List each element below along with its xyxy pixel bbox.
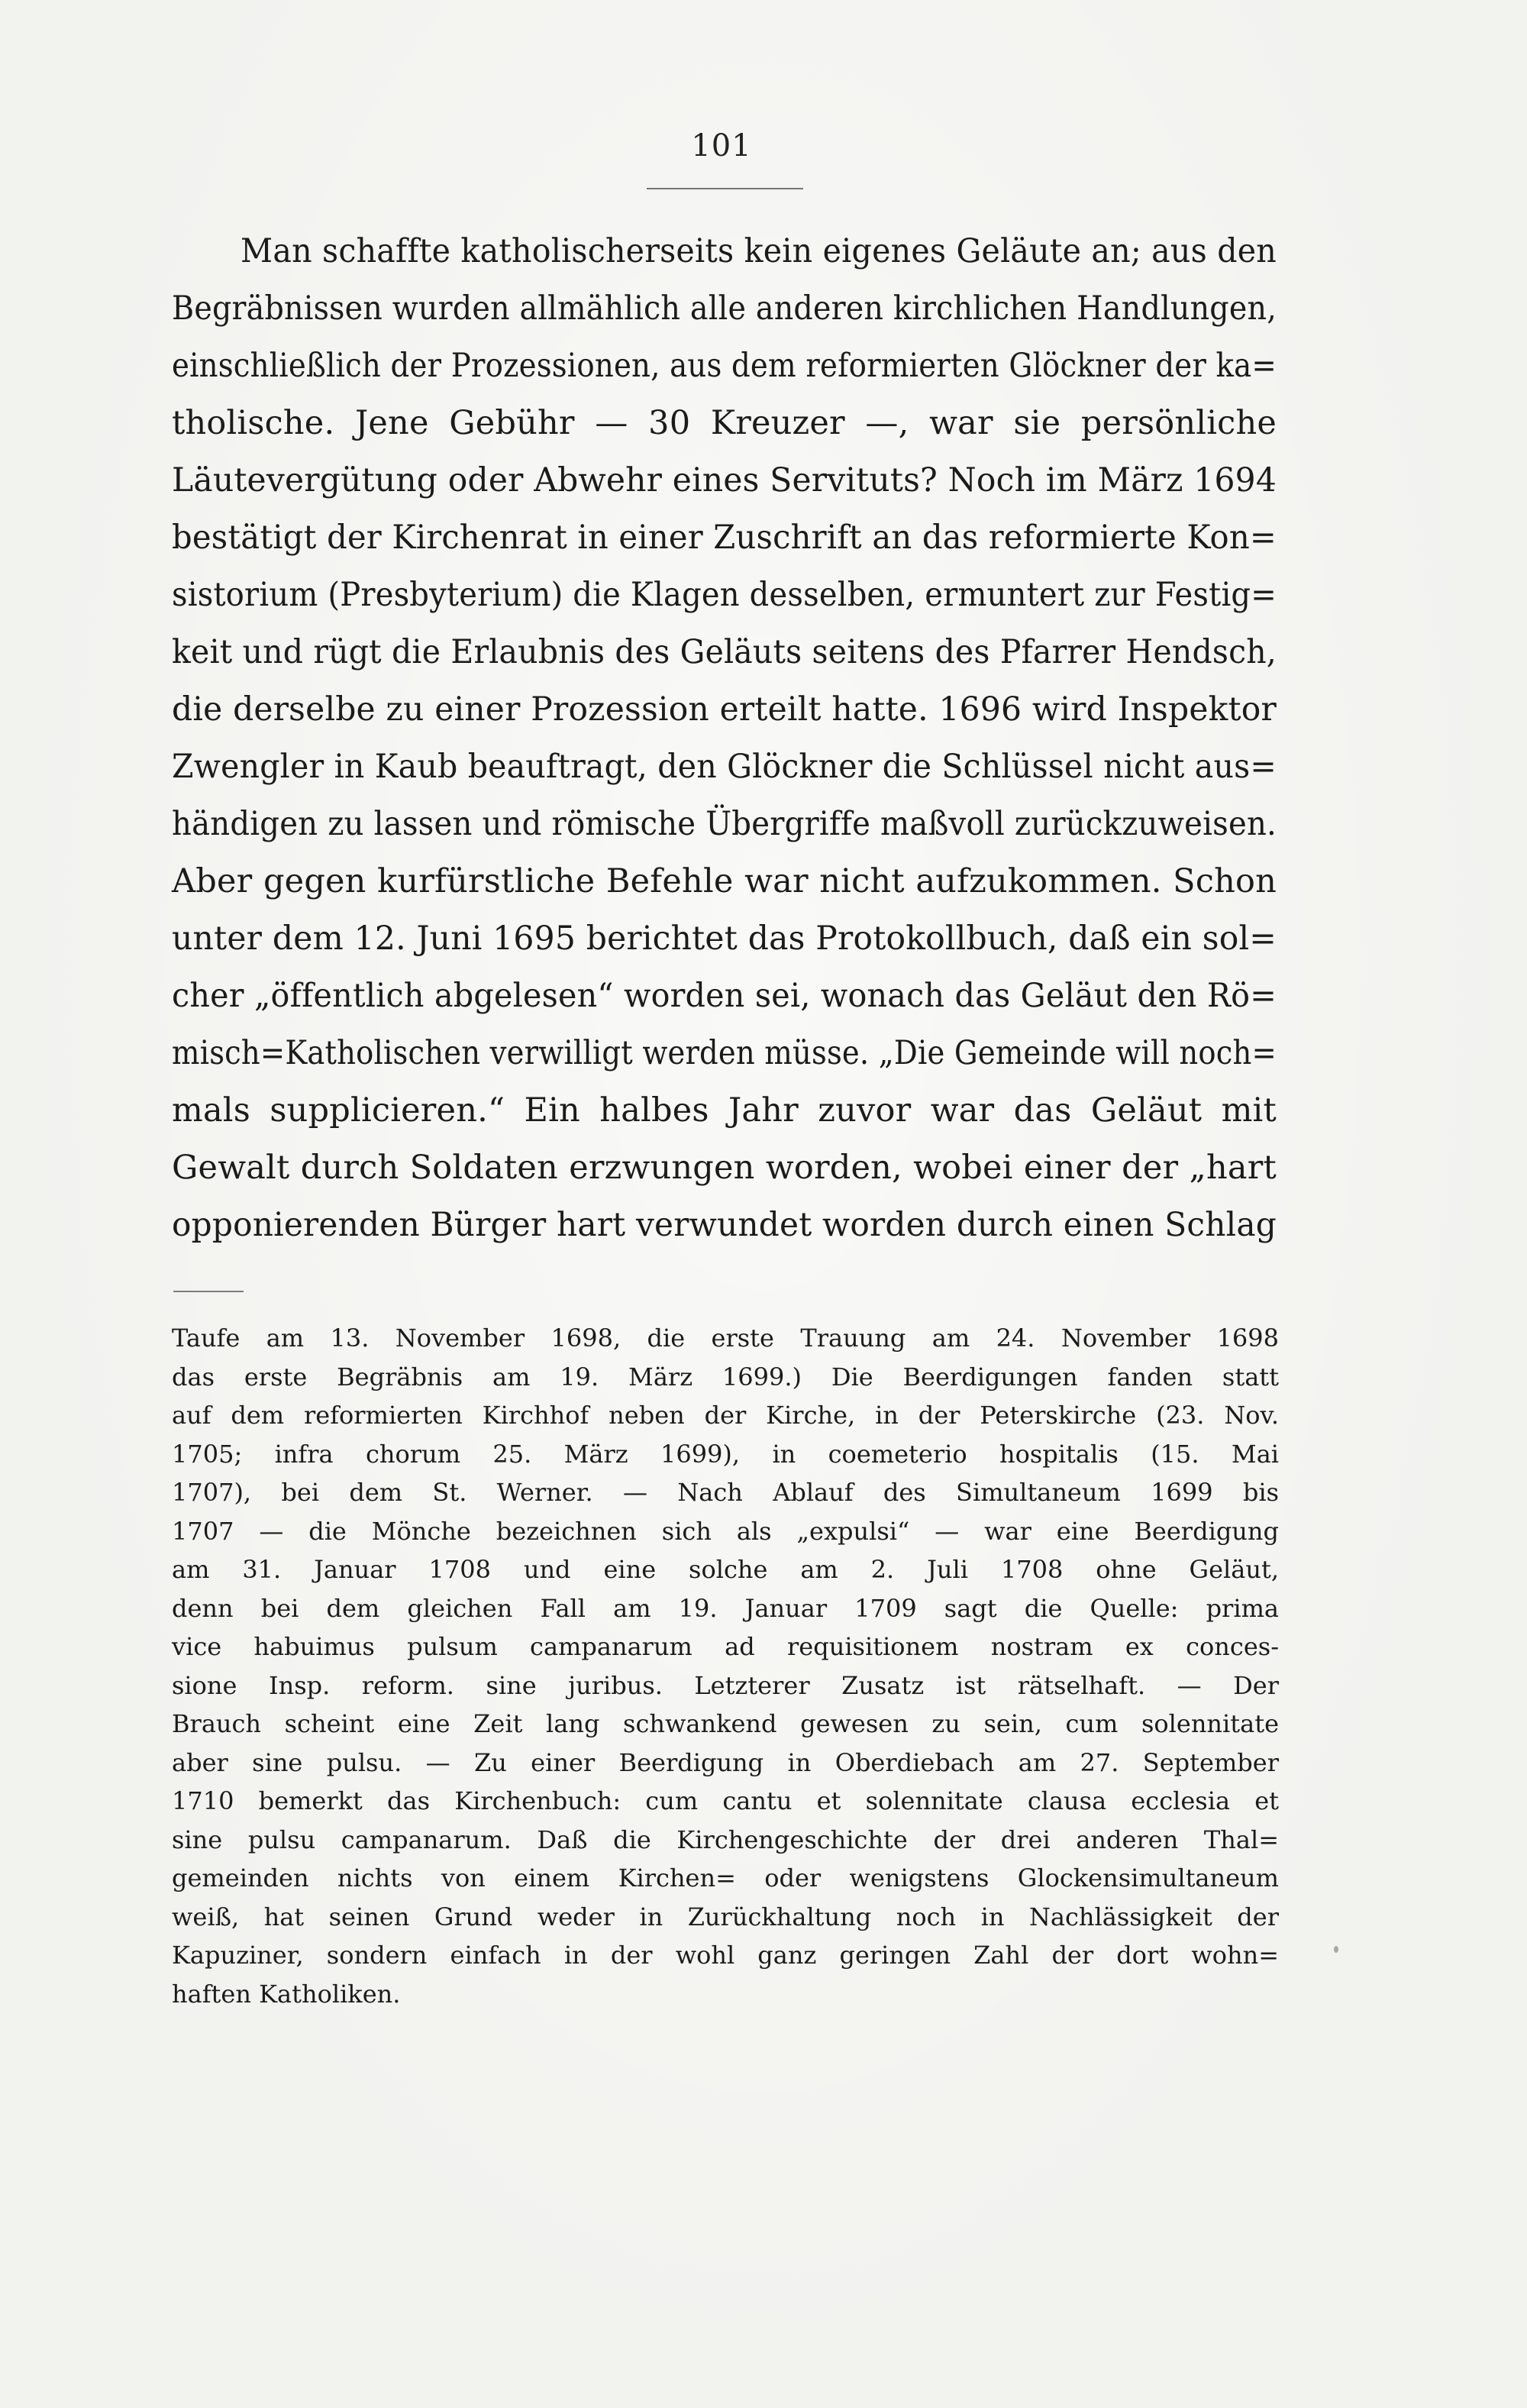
footnote-line: am 31. Januar 1708 und eine solche am 2. Juli 1708 ohne Geläut, — [172, 1555, 1279, 1584]
main-text-line: Man schaffte katholischerseits kein eigenes Geläute an; aus den — [241, 232, 1277, 270]
footnote-line: weiß, hat seinen Grund weder in Zurückhaltung noch in Nachlässigkeit der — [172, 1902, 1279, 1931]
footnote-line: 1707 — die Mönche bezeichnen sich als „expulsi“ — war eine Beerdigung — [172, 1516, 1279, 1546]
footnote-line: haften Katholiken. — [172, 1979, 401, 2009]
main-text-line: Aber gegen kurfürstliche Befehle war nicht aufzukommen. Schon — [172, 862, 1277, 900]
footnote-line: das erste Begräbnis am 19. März 1699.) Die Beerdigungen fanden statt — [172, 1362, 1279, 1391]
footnote-line: Taufe am 13. November 1698, die erste Trauung am 24. November 1698 — [172, 1324, 1279, 1353]
main-text-line: bestätigt der Kirchenrat in einer Zuschrift an das reformierte Kon= — [172, 519, 1277, 557]
page-number: 101 — [691, 128, 752, 163]
main-text-line: cher „öffentlich abgelesen“ worden sei, wonach das Geläut den Rö= — [172, 977, 1277, 1015]
footnote-line: gemeinden nichts von einem Kirchen= oder wenigstens Glockensimultaneum — [172, 1863, 1279, 1892]
main-text-line: Gewalt durch Soldaten erzwungen worden, wobei einer der „hart — [172, 1149, 1277, 1187]
main-text-line: tholische. Jene Gebühr — 30 Kreuzer —, war sie persönliche — [172, 404, 1277, 442]
footnote-separator — [173, 1291, 244, 1292]
footnote-line: Kapuziner, sondern einfach in der wohl ganz geringen Zahl der dort wohn= — [172, 1941, 1279, 1970]
main-text-line: unter dem 12. Juni 1695 berichtet das Protokollbuch, daß ein sol= — [172, 920, 1277, 958]
main-text-line: die derselbe zu einer Prozession erteilt hatte. 1696 wird Inspektor — [172, 690, 1277, 729]
main-text-line: Zwengler in Kaub beauftragt, den Glöckner die Schlüssel nicht aus= — [172, 748, 1277, 786]
main-text-line: einschließlich der Prozessionen, aus dem reformierten Glöckner der ka= — [172, 347, 1277, 385]
footnote-line: aber sine pulsu. — Zu einer Beerdigung in Oberdiebach am 27. September — [172, 1747, 1279, 1777]
footnote-line: 1710 bemerkt das Kirchenbuch: cum cantu et solennitate clausa ecclesia et — [172, 1786, 1279, 1815]
footnote-line: sine pulsu campanarum. Daß die Kirchengeschichte der drei anderen Thal= — [172, 1825, 1279, 1854]
main-text-line: misch=Katholischen verwilligt werden müsse. „Die Gemeinde will noch= — [172, 1034, 1277, 1072]
footnote-line: 1705; infra chorum 25. März 1699), in coemeterio hospitalis (15. Mai — [172, 1439, 1279, 1469]
footnote-line: 1707), bei dem St. Werner. — Nach Ablauf des Simultaneum 1699 bis — [172, 1478, 1279, 1507]
paper-speck — [1334, 1946, 1338, 1953]
footnote-block — [172, 1319, 1279, 2013]
main-text-line: sistorium (Presbyterium) die Klagen desselben, ermuntert zur Festig= — [172, 576, 1277, 614]
footnote-line: Brauch scheint eine Zeit lang schwankend gewesen zu sein, cum solennitate — [172, 1709, 1279, 1738]
footnote-line: vice habuimus pulsum campanarum ad requisitionem nostram ex conces- — [172, 1632, 1279, 1661]
main-text-line: mals supplicieren.“ Ein halbes Jahr zuvor war das Geläut mit — [172, 1091, 1277, 1130]
footnote-line: sione Insp. reform. sine juribus. Letzterer Zusatz ist rätselhaft. — Der — [172, 1670, 1279, 1700]
main-text-block — [172, 223, 1277, 1254]
main-text-line: Läutevergütung oder Abwehr eines Servituts? Noch im März 1694 — [172, 461, 1277, 499]
header-rule — [647, 188, 803, 189]
main-text-line: keit und rügt die Erlaubnis des Geläuts seitens des Pfarrer Hendsch, — [172, 633, 1277, 671]
main-text-line: händigen zu lassen und römische Übergriffe maßvoll zurückzuweisen. — [172, 805, 1277, 843]
main-text-line: opponierenden Bürger hart verwundet worden durch einen Schlag — [172, 1206, 1277, 1244]
main-text-line: Begräbnissen wurden allmählich alle anderen kirchlichen Handlungen, — [172, 289, 1277, 328]
footnote-line: auf dem reformierten Kirchhof neben der Kirche, in der Peterskirche (23. Nov. — [172, 1401, 1279, 1430]
footnote-line: denn bei dem gleichen Fall am 19. Januar 1709 sagt die Quelle: prima — [172, 1593, 1279, 1623]
